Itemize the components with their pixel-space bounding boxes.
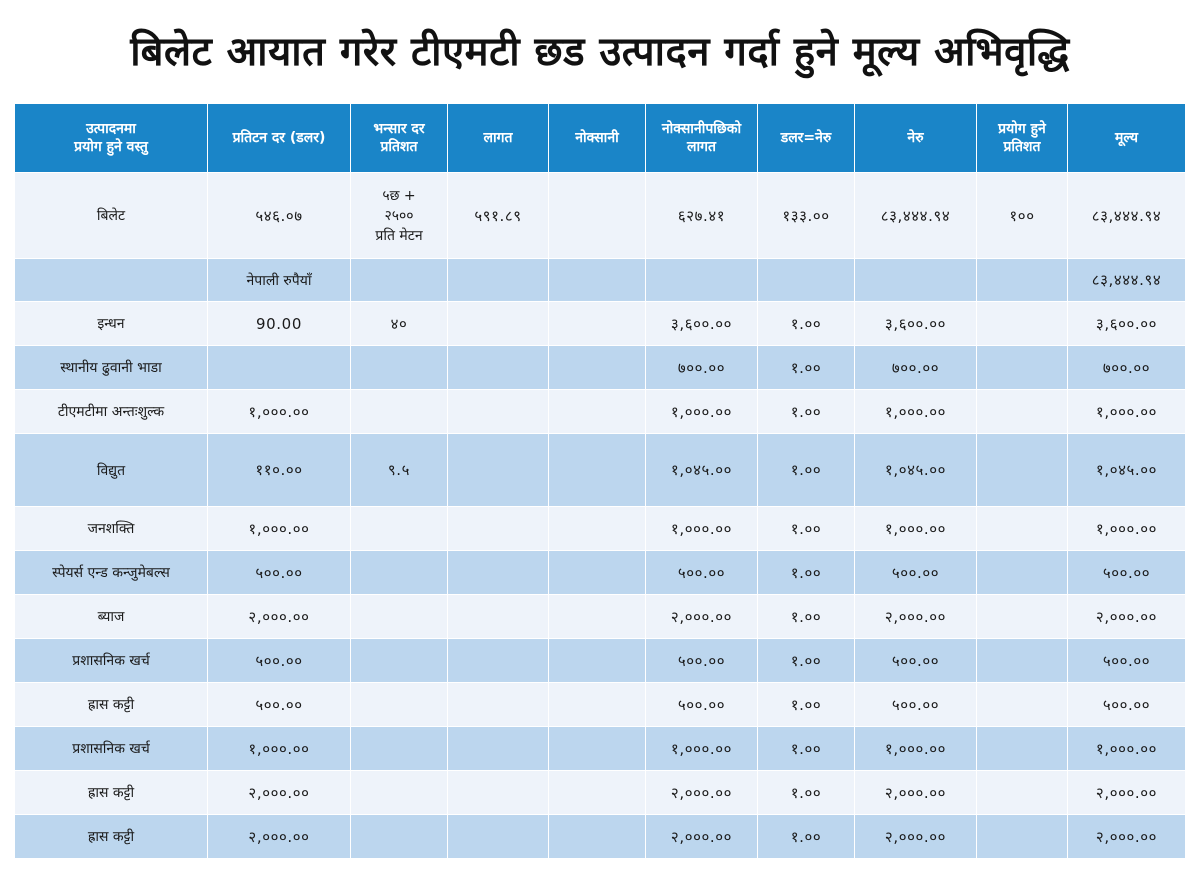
table-cell: ५४६.०७ (208, 173, 351, 259)
table-cell: ५००.०० (1068, 683, 1186, 727)
table-cell: १.०० (758, 551, 855, 595)
table-row (15, 173, 1186, 259)
table-cell (351, 815, 448, 859)
table-cell (549, 507, 646, 551)
column-header-line: भन्सार दर (373, 121, 425, 137)
table-cell (448, 815, 549, 859)
table-cell (351, 683, 448, 727)
table-cell: विद्युत (15, 434, 208, 507)
column-header-line: प्रतिशत (1003, 139, 1041, 155)
column-header-line: नोक्सानीपछिको (661, 121, 742, 137)
table-cell: १,०००.०० (1068, 507, 1186, 551)
table-cell (646, 259, 758, 302)
table-cell (977, 683, 1068, 727)
table-cell (977, 434, 1068, 507)
column-header-line: प्रतिशत (380, 139, 418, 155)
table-cell: ५छ + २५०० प्रति मेटन (351, 173, 448, 259)
table-cell (351, 639, 448, 683)
table-cell: २,०००.०० (1068, 595, 1186, 639)
table-cell (448, 727, 549, 771)
column-header (855, 104, 977, 173)
table-cell (549, 390, 646, 434)
table-cell (977, 507, 1068, 551)
table-cell: २,०००.०० (855, 771, 977, 815)
table-cell (549, 595, 646, 639)
column-header-line: प्रतिटन दर (डलर) (232, 130, 326, 146)
table-cell (448, 551, 549, 595)
table-cell (351, 595, 448, 639)
table-cell: १,०००.०० (646, 390, 758, 434)
table-cell (855, 259, 977, 302)
table-cell: स्थानीय ढुवानी भाडा (15, 346, 208, 390)
table-cell (448, 346, 549, 390)
column-header-line: मूल्य (1115, 130, 1138, 146)
table-row (15, 259, 1186, 302)
table-cell (351, 551, 448, 595)
column-header-line: उत्पादनमा (86, 121, 136, 137)
table-row (15, 551, 1186, 595)
table-cell (977, 302, 1068, 346)
column-header-line: लागत (483, 130, 513, 146)
table-cell: ५००.०० (208, 683, 351, 727)
column-header (1068, 104, 1186, 173)
table-cell (448, 390, 549, 434)
table-cell: ३,६००.०० (855, 302, 977, 346)
table-cell: ७००.०० (1068, 346, 1186, 390)
table-cell (351, 507, 448, 551)
table-cell (758, 259, 855, 302)
table-cell: १.०० (758, 595, 855, 639)
table-cell: १,०००.०० (646, 727, 758, 771)
table-cell: १,०००.०० (646, 507, 758, 551)
table-cell: ५००.०० (1068, 551, 1186, 595)
table-cell: ८३,४४४.९४ (1068, 259, 1186, 302)
column-header (549, 104, 646, 173)
table-cell: १.०० (758, 771, 855, 815)
table-row (15, 390, 1186, 434)
column-header-line: प्रयोग हुने वस्तु (74, 139, 148, 155)
table-cell: ह्रास कट्टी (15, 771, 208, 815)
table-row (15, 434, 1186, 507)
table-cell: ५९१.८९ (448, 173, 549, 259)
table-cell: १३३.०० (758, 173, 855, 259)
table-cell: ह्रास कट्टी (15, 683, 208, 727)
table-cell (977, 390, 1068, 434)
table-cell (977, 346, 1068, 390)
column-header-line: नोक्सानी (575, 130, 619, 146)
table-cell: २,०००.०० (646, 815, 758, 859)
table-cell: १.०० (758, 346, 855, 390)
table-cell (448, 259, 549, 302)
table-cell (549, 302, 646, 346)
table-cell (351, 771, 448, 815)
table-cell (448, 595, 549, 639)
table-cell: १,०००.०० (1068, 727, 1186, 771)
column-header-line: नेरु (907, 130, 924, 146)
table-cell (448, 771, 549, 815)
table-cell: २,०००.०० (208, 595, 351, 639)
table-cell (448, 639, 549, 683)
table-cell: ७००.०० (646, 346, 758, 390)
column-header (977, 104, 1068, 173)
column-header-line: प्रयोग हुने (998, 121, 1046, 137)
header-row (15, 104, 1186, 173)
table-cell: १.०० (758, 390, 855, 434)
table-cell: ५००.०० (646, 683, 758, 727)
table-cell: ३,६००.०० (1068, 302, 1186, 346)
table-cell: १.०० (758, 683, 855, 727)
table-cell (977, 259, 1068, 302)
table-cell: जनशक्ति (15, 507, 208, 551)
table-cell: ६२७.४१ (646, 173, 758, 259)
table-cell: २,०००.०० (646, 595, 758, 639)
column-header (15, 104, 208, 173)
table-cell: २,०००.०० (208, 771, 351, 815)
table-cell: ५००.०० (208, 551, 351, 595)
table-cell (977, 595, 1068, 639)
column-header (351, 104, 448, 173)
table-cell (977, 815, 1068, 859)
table-row (15, 639, 1186, 683)
table-cell (549, 815, 646, 859)
table-cell: ११०.०० (208, 434, 351, 507)
table-cell: १,०००.०० (208, 390, 351, 434)
table-row (15, 302, 1186, 346)
table-cell: १,०००.०० (208, 727, 351, 771)
table-cell: १०० (977, 173, 1068, 259)
table-cell (15, 259, 208, 302)
table-cell: ब्याज (15, 595, 208, 639)
table-cell: ५००.०० (208, 639, 351, 683)
table-row (15, 346, 1186, 390)
table-row (15, 815, 1186, 859)
table-cell: २,०००.०० (1068, 771, 1186, 815)
table-cell: १,०००.०० (1068, 390, 1186, 434)
table-cell: ह्रास कट्टी (15, 815, 208, 859)
table-cell: १,०००.०० (855, 390, 977, 434)
table-row (15, 507, 1186, 551)
table-cell: बिलेट (15, 173, 208, 259)
table-cell (549, 639, 646, 683)
table-cell (208, 346, 351, 390)
table-cell (549, 173, 646, 259)
value-addition-table (14, 103, 1186, 859)
table-cell: १.०० (758, 434, 855, 507)
table-cell: २,०००.०० (208, 815, 351, 859)
table-cell (549, 683, 646, 727)
table-cell: ८३,४४४.९४ (855, 173, 977, 259)
table-cell (977, 771, 1068, 815)
table-cell (351, 727, 448, 771)
table-cell: ८३,४४४.९४ (1068, 173, 1186, 259)
table-cell: टीएमटीमा अन्तःशुल्क (15, 390, 208, 434)
table-row (15, 771, 1186, 815)
table-cell: स्पेयर्स एन्ड कन्जुमेबल्स (15, 551, 208, 595)
table-cell: ४० (351, 302, 448, 346)
table-cell: प्रशासनिक खर्च (15, 639, 208, 683)
table-cell (977, 727, 1068, 771)
table-cell (549, 259, 646, 302)
table-cell: १.०० (758, 727, 855, 771)
table-row (15, 727, 1186, 771)
table-cell: ५००.०० (855, 551, 977, 595)
table-cell: १.०० (758, 302, 855, 346)
table-cell: ५००.०० (1068, 639, 1186, 683)
table-header (15, 104, 1186, 173)
table-cell: इन्धन (15, 302, 208, 346)
table-cell: १,०००.०० (208, 507, 351, 551)
table-body (15, 173, 1186, 859)
table-cell: 90.00 (208, 302, 351, 346)
table-cell (977, 639, 1068, 683)
table-cell: ७००.०० (855, 346, 977, 390)
column-header-line: लागत (687, 139, 716, 155)
table-row (15, 595, 1186, 639)
table-cell: नेपाली रुपैयाँ (208, 259, 351, 302)
table-cell: १.०० (758, 639, 855, 683)
column-header-line: डलर=नेरु (780, 130, 832, 146)
table-cell (351, 390, 448, 434)
table-cell: १,०४५.०० (855, 434, 977, 507)
table-cell (448, 302, 549, 346)
table-cell (977, 551, 1068, 595)
table-row (15, 683, 1186, 727)
table-cell: २,०००.०० (646, 771, 758, 815)
column-header (208, 104, 351, 173)
table-cell (351, 346, 448, 390)
table-cell: २,०००.०० (855, 815, 977, 859)
table-cell: ५००.०० (855, 683, 977, 727)
table-cell: ५००.०० (855, 639, 977, 683)
table-cell (549, 771, 646, 815)
table-cell: १.०० (758, 507, 855, 551)
table-cell: ३,६००.०० (646, 302, 758, 346)
table-cell: ५००.०० (646, 551, 758, 595)
table-cell (549, 346, 646, 390)
table-cell (448, 434, 549, 507)
table-cell: ९.५ (351, 434, 448, 507)
table-cell: प्रशासनिक खर्च (15, 727, 208, 771)
table-cell: २,०००.०० (855, 595, 977, 639)
table-cell (549, 551, 646, 595)
table-cell (549, 434, 646, 507)
table-cell: १,०००.०० (855, 507, 977, 551)
table-cell (448, 507, 549, 551)
column-header (646, 104, 758, 173)
table-cell (549, 727, 646, 771)
table-cell: १,०४५.०० (1068, 434, 1186, 507)
column-header (758, 104, 855, 173)
table-cell: १,०००.०० (855, 727, 977, 771)
table-cell (448, 683, 549, 727)
page-title: बिलेट आयात गरेर टीएमटी छड उत्पादन गर्दा हुने मूल्य अभिवृद्धि (130, 29, 1070, 75)
table-cell: ५००.०० (646, 639, 758, 683)
table-cell: २,०००.०० (1068, 815, 1186, 859)
table-cell (351, 259, 448, 302)
table-cell: १,०४५.०० (646, 434, 758, 507)
column-header (448, 104, 549, 173)
table-cell: १.०० (758, 815, 855, 859)
